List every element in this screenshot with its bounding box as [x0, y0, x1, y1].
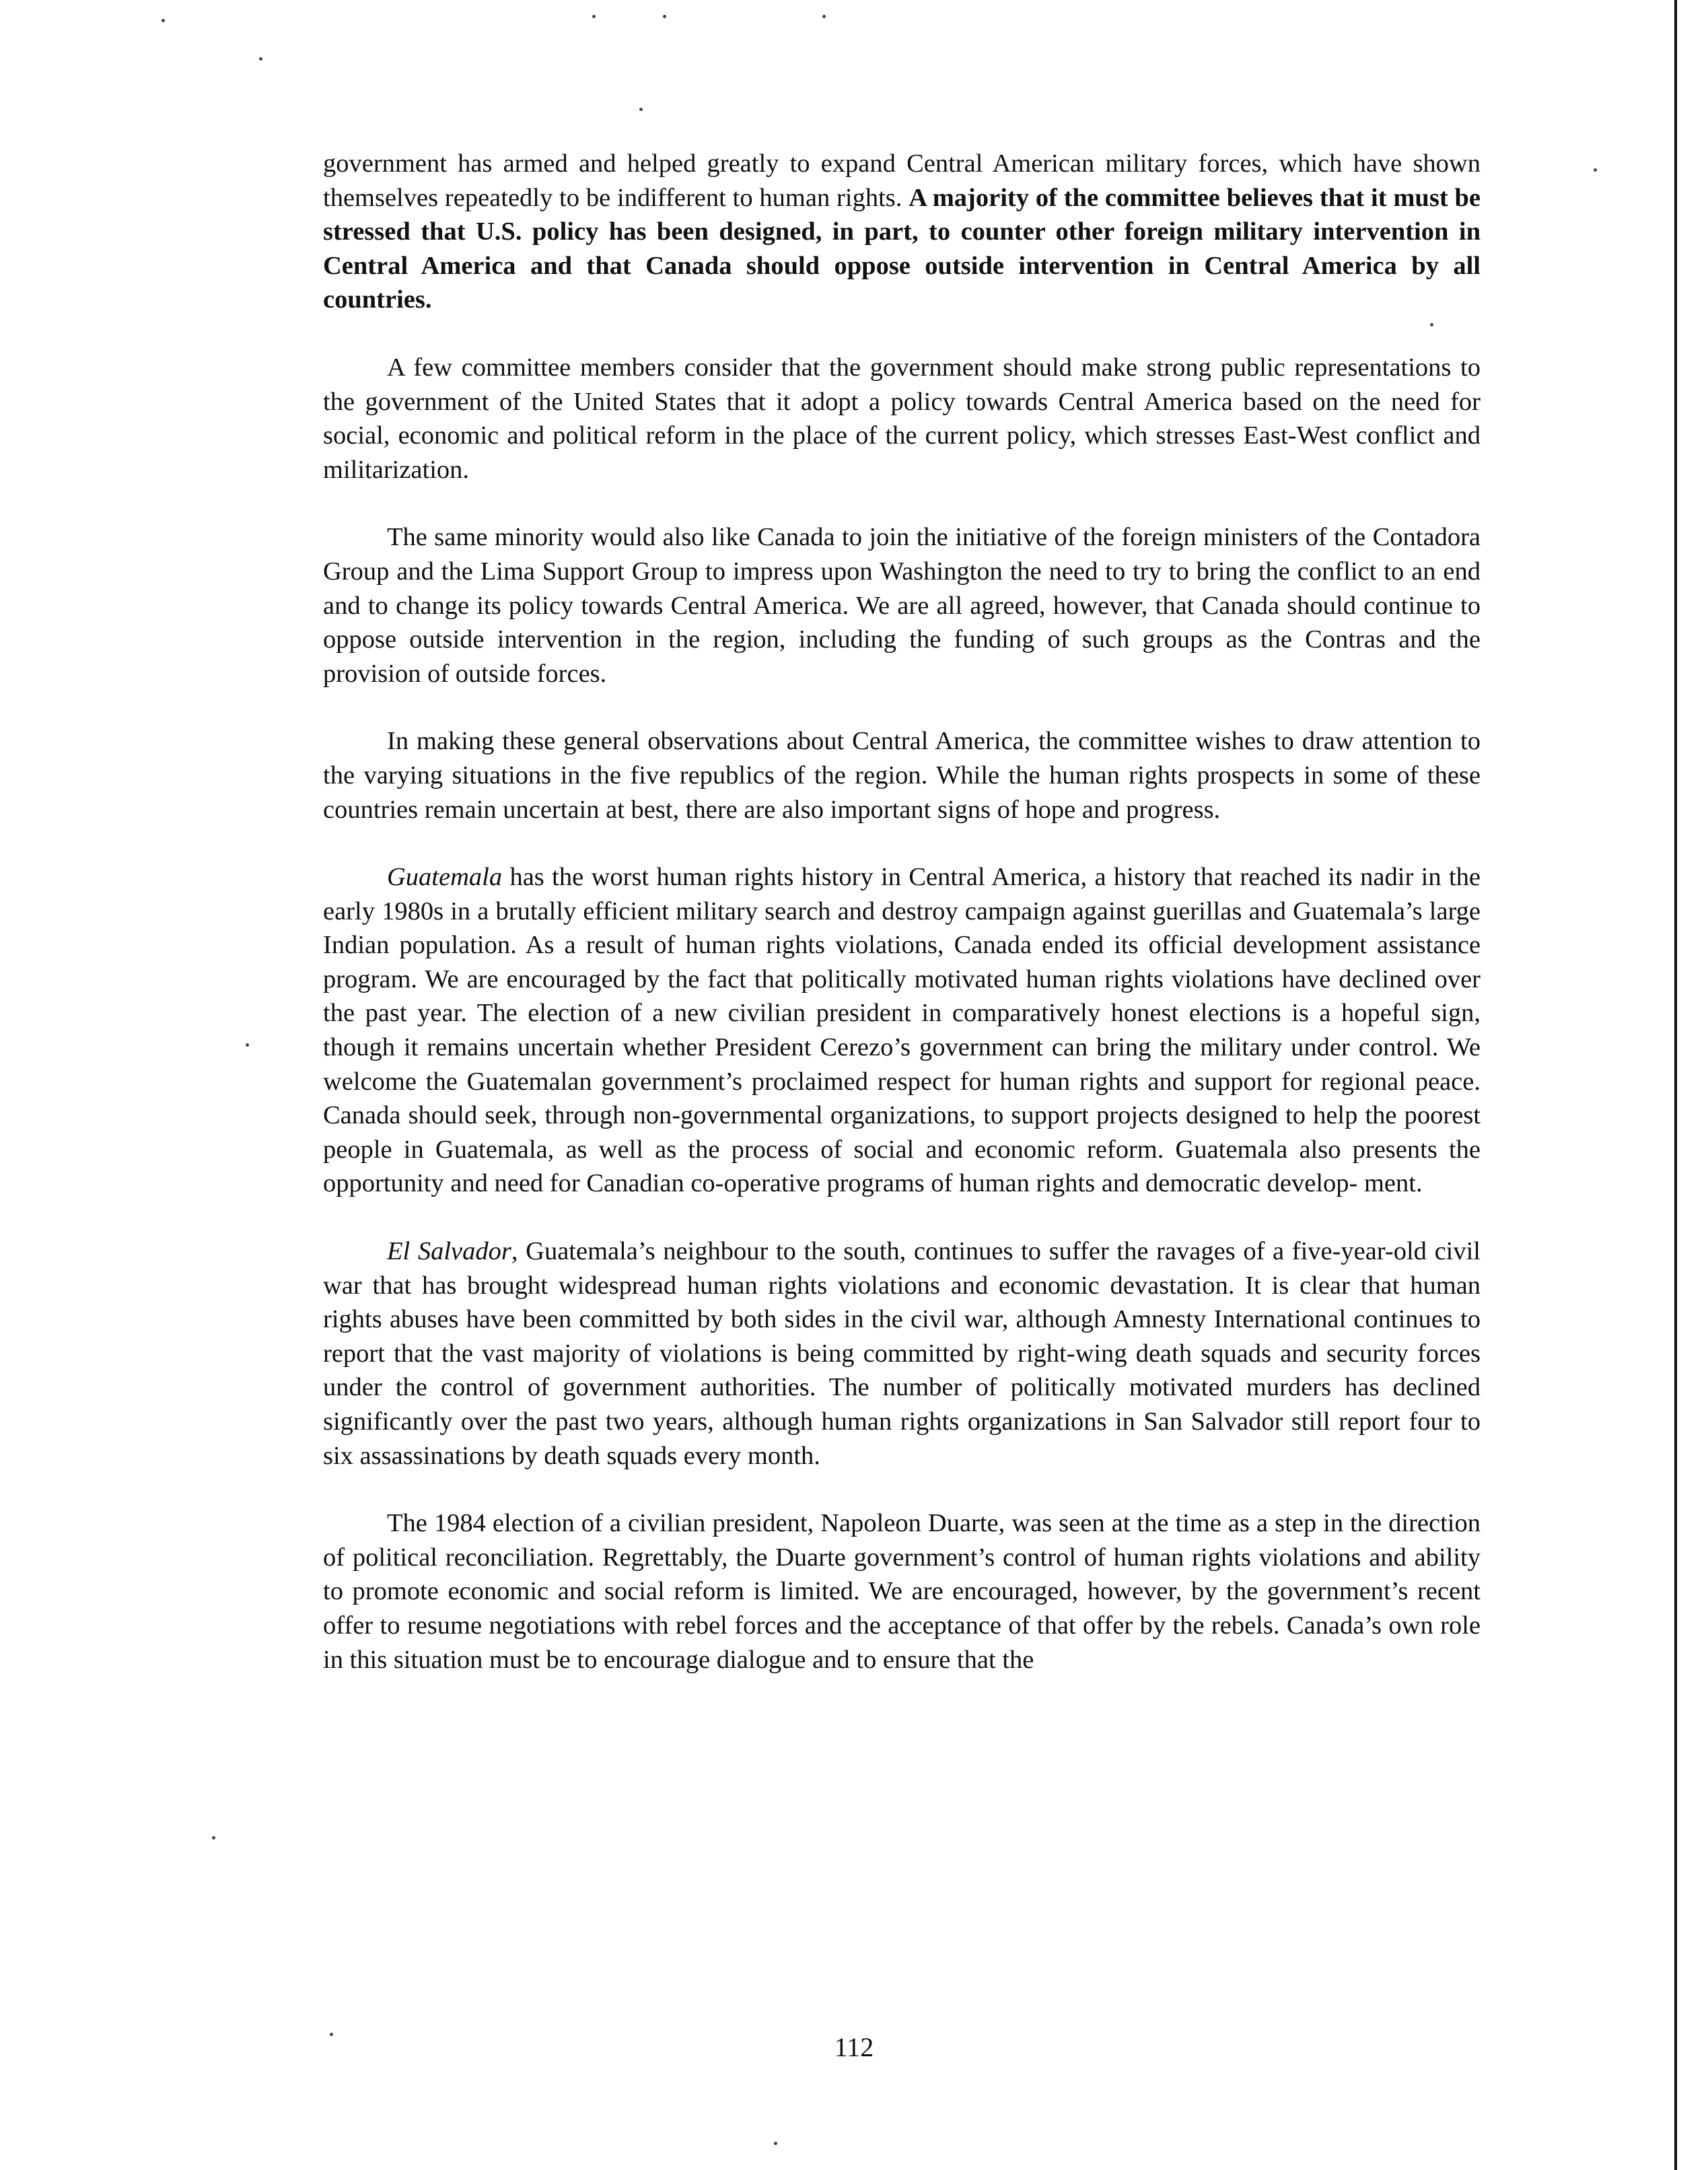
paragraph [323, 1234, 1481, 1473]
paragraph-text: government has armed and helped greatly to expand Central American military forces, which have shown themselves repeatedly to be indifferent to human rights. [323, 149, 1481, 212]
scan-speck [162, 19, 165, 22]
bold-statement: A majority of the committee believes that it must be stressed that U.S. policy has been designed, in part, to counter other foreign military intervention in Central America and that Canada should oppose outside intervention in Central America by all countries. [323, 183, 1481, 314]
scan-speck [1594, 168, 1597, 172]
scan-speck [663, 15, 666, 18]
body-text [323, 147, 1481, 1710]
paragraph [323, 147, 1481, 317]
scan-speck [259, 57, 262, 61]
scan-speck [592, 15, 596, 18]
scan-speck [212, 1836, 215, 1840]
scan-speck [246, 1043, 249, 1047]
scan-speck [822, 15, 826, 18]
paragraph: The 1984 election of a civilian president, Napoleon Duarte, was seen at the time as a step in the direction of political reconciliation. Regrettably, the Duarte government’s control of human rights violations and ability to promote economic and social reform is limited. We are encouraged, however, by the government’s recent offer to resume negotiations with rebel forces and the acceptance of that offer by the rebels. Canada’s own role in this situation must be to encourage dialogue and to ensure that the [323, 1509, 1481, 1674]
paragraph-text: has the worst human rights history in Central America, a history that reached its nadir in the early 1980s in a brutally efficient military search and destroy campaign against guerillas and Guatemala’s large Indian population. As a result of human rights violations, Canada ended its official development assistance program. We are encouraged by the fact that politically motivated human rights violations have declined over the past year. The election of a new civilian president in comparatively honest elections is a hopeful sign, though it remains uncertain whether President Cerezo’s government can bring the military under control. We welcome the Guatemalan government’s proclaimed respect for human rights and support for regional peace. Canada should seek, through non-governmental organizations, to support projects designed to help the poorest people in Guatemala, as well as the process of social and economic reform. Guatemala also presents the opportunity and need for Canadian co-operative programs of human rights and democratic develop- ment. [323, 863, 1481, 1198]
scan-speck [639, 108, 643, 111]
paragraph: A few committee members consider that the government should make strong public representations to the government of the United States that it adopt a policy towards Central America based on the need for social, economic and political reform in the place of the current policy, which stresses East-West conflict and militarization. [323, 353, 1481, 484]
paragraph-text: , Guatemala’s neighbour to the south, continues to suffer the ravages of a five-year-old civil war that has brought widespread human rights violations and economic devastation. It is clear that human rights abuses have been committed by both sides in the civil war, although Amnesty International continues to report that the vast majority of violations is being committed by right-wing death squads and security forces under the control of government authorities. The number of politically motivated murders has declined significantly over the past two years, although human rights organizations in San Salvador still report four to six assassinations by death squads every month. [323, 1237, 1481, 1470]
paragraph [323, 860, 1481, 1201]
page-edge-line [1674, 0, 1677, 2170]
country-name: Guatemala [387, 863, 503, 892]
scan-speck [774, 2142, 777, 2145]
paragraph: In making these general observations about Central America, the committee wishes to draw attention to the varying situations in the five republics of the region. While the human rights prospects in some of these countries remain uncertain at best, there are also important signs of hope and progress. [323, 727, 1481, 824]
paragraph: The same minority would also like Canada to join the initiative of the foreign ministers of the Contadora Group and the Lima Support Group to impress upon Washington the need to try to bring the conflict to an end and to change its policy towards Central America. We are all agreed, however, that Canada should continue to oppose outside intervention in the region, including the funding of such groups as the Contras and the provision of outside forces. [323, 523, 1481, 688]
page-number: 112 [834, 2032, 874, 2062]
country-name: El Salvador [387, 1237, 511, 1266]
